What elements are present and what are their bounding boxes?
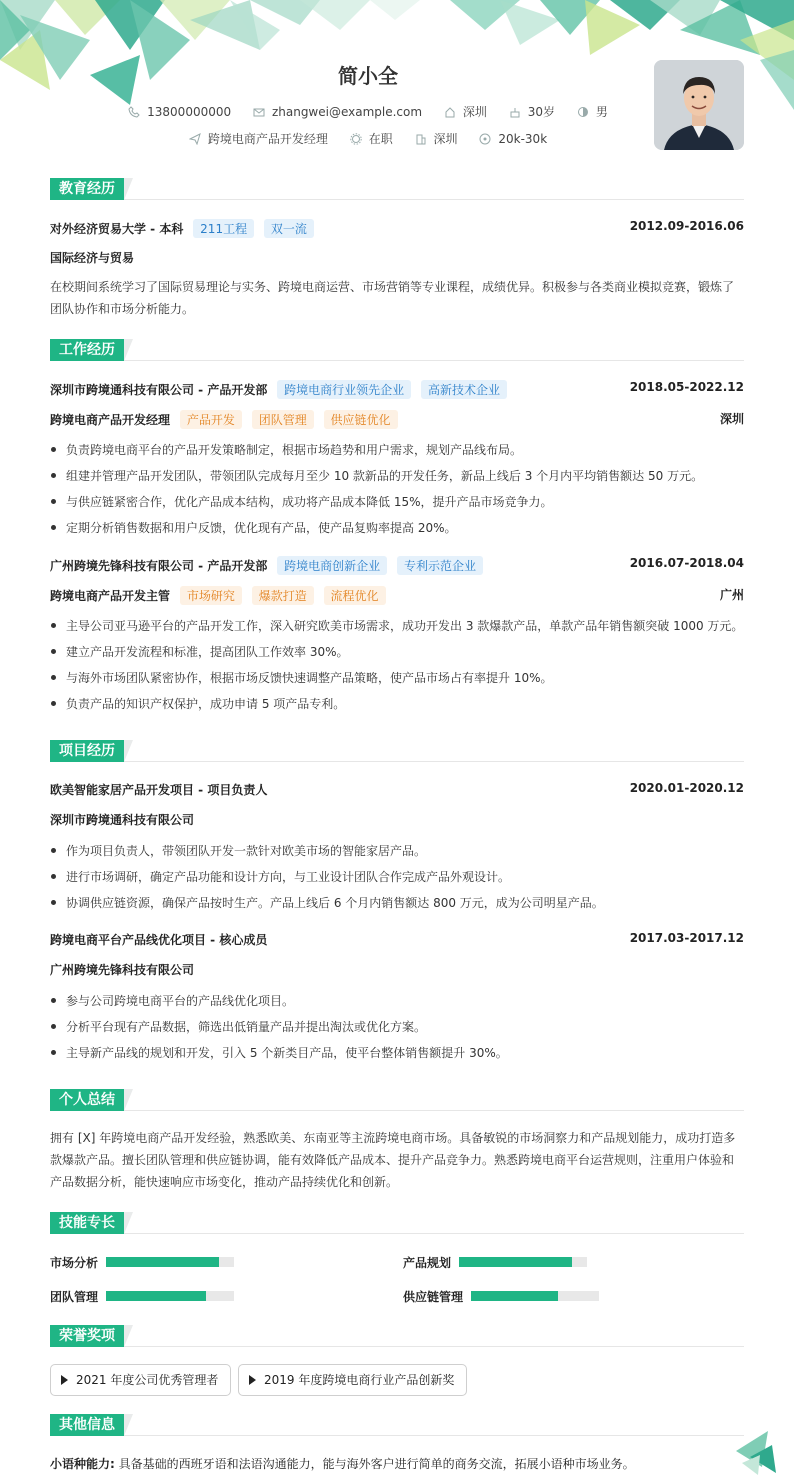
skills-grid — [50, 1254, 744, 1304]
skill-name: 供应链管理 — [403, 1290, 464, 1304]
work-bullet: 负责跨境电商平台的产品开发策略制定，根据市场趋势和用户需求，规划产品线布局。 — [50, 441, 522, 458]
phone-item — [128, 105, 231, 119]
skill-tag: 产品开发 — [180, 410, 242, 429]
work-bullet: 负责产品的知识产权保护，成功申请 5 项产品专利。 — [50, 695, 345, 712]
project-period: 2017.03-2017.12 — [629, 931, 744, 945]
work-city: 广州 — [719, 588, 744, 602]
other-info — [50, 1455, 744, 1472]
section-header — [50, 1089, 744, 1111]
target-position-text: 跨境电商产品开发经理 — [207, 132, 328, 146]
project-period: 2020.01-2020.12 — [629, 781, 744, 795]
work-bullet: 组建并管理产品开发团队，带领团队完成每月至少 10 款新品的开发任务，新品上线后 3 个月内平均销售额达 50 万元。 — [50, 467, 703, 484]
section-header — [50, 178, 744, 200]
play-icon — [249, 1375, 256, 1385]
section-title-awards: 荣誉奖项 — [50, 1325, 124, 1347]
project-company: 广州跨境先锋科技有限公司 — [50, 963, 195, 977]
company-name: 深圳市跨境通科技有限公司 - 产品开发部 — [50, 383, 268, 397]
award-chip — [50, 1364, 231, 1396]
section-title-education: 教育经历 — [50, 178, 124, 200]
work-period: 2016.07-2018.04 — [629, 556, 744, 570]
salary-item — [479, 132, 547, 146]
skill-bar — [459, 1257, 587, 1267]
gender-icon — [577, 106, 589, 118]
skill-bar — [106, 1291, 234, 1301]
section-header — [50, 339, 744, 361]
section-title-projects: 项目经历 — [50, 740, 124, 762]
education-major: 国际经济与贸易 — [50, 251, 135, 265]
skill-tag: 流程优化 — [324, 586, 386, 605]
award-label: 2021 年度公司优秀管理者 — [76, 1373, 219, 1387]
send-icon — [189, 133, 201, 145]
status-text: 在职 — [368, 132, 393, 146]
cake-icon — [509, 106, 521, 118]
education-period: 2012.09-2016.06 — [629, 219, 744, 233]
education-section — [50, 178, 744, 200]
email-item — [253, 105, 422, 119]
other-section — [50, 1414, 744, 1436]
target-city-item — [415, 130, 458, 147]
education-description — [50, 276, 744, 320]
play-icon — [61, 1375, 68, 1385]
section-header — [50, 740, 744, 762]
target-position-item — [189, 130, 328, 147]
summary-text — [50, 1127, 744, 1193]
work-bullet: 主导公司亚马逊平台的产品开发工作，深入研究欧美市场需求，成功开发出 3 款爆款产品，单款产品年销售额突破 1000 万元。 — [50, 617, 743, 634]
salary-text: 20k-30k — [498, 131, 548, 146]
skill-bar — [106, 1257, 234, 1267]
salary-icon — [479, 133, 491, 145]
job-title: 跨境电商产品开发主管 — [50, 589, 171, 603]
section-title-skills: 技能专长 — [50, 1212, 124, 1234]
skills-section — [50, 1212, 744, 1234]
skill-level-fill — [106, 1291, 206, 1301]
skill-tag: 市场研究 — [180, 586, 242, 605]
age-item — [509, 103, 555, 120]
work-bullet: 与供应链紧密合作，优化产品成本结构，成功将产品成本降低 15%，提升产品市场竞争力。 — [50, 493, 553, 510]
projects-section — [50, 740, 744, 762]
skill-name: 团队管理 — [50, 1290, 99, 1304]
status-icon — [350, 133, 362, 145]
company-tag: 高新技术企业 — [421, 380, 507, 399]
other-text: 具备基础的西班牙语和法语沟通能力，能与海外客户进行简单的商务交流，拓展小语种市场业务。 — [118, 1457, 635, 1471]
email-text: zhangwei@example.com — [271, 104, 423, 119]
summary-line: 款爆款产品。擅长团队管理和供应链协调，能有效降低产品成本、提升产品竞争力。熟悉跨境电商平台运营规则，注重用户体验和 — [50, 1153, 735, 1167]
other-label: 小语种能力: — [50, 1457, 115, 1471]
award-chip — [238, 1364, 467, 1396]
work-city: 深圳 — [719, 412, 744, 426]
home-icon — [444, 106, 456, 118]
skill-level-fill — [459, 1257, 572, 1267]
skill-tag: 爆款打造 — [252, 586, 314, 605]
skill-tag: 团队管理 — [252, 410, 314, 429]
summary-line: 拥有 [X] 年跨境电商产品开发经验，熟悉欧美、东南亚等主流跨境电商市场。具备敏锐的市场洞察力和产品规划能力，成功打造多 — [50, 1131, 736, 1145]
skill-name: 产品规划 — [403, 1256, 452, 1270]
award-label: 2019 年度跨境电商行业产品创新奖 — [264, 1373, 455, 1387]
footer-decoration — [732, 1427, 780, 1475]
candidate-name: 简小全 — [338, 64, 398, 88]
school-tag: 211工程 — [193, 219, 254, 238]
building-icon — [415, 133, 427, 145]
job-title: 跨境电商产品开发经理 — [50, 413, 171, 427]
work-bullet: 定期分析销售数据和用户反馈，优化现有产品，使产品复购率提高 20%。 — [50, 519, 457, 536]
company-tag: 专利示范企业 — [397, 556, 483, 575]
company-name: 广州跨境先锋科技有限公司 - 产品开发部 — [50, 559, 268, 573]
phone-icon — [128, 106, 140, 118]
school-tag: 双一流 — [264, 219, 314, 238]
avatar-photo — [654, 60, 744, 150]
company-tag: 跨境电商行业领先企业 — [277, 380, 411, 399]
skill-level-fill — [471, 1291, 558, 1301]
project-bullet: 作为项目负责人，带领团队开发一款针对欧美市场的智能家居产品。 — [50, 842, 426, 859]
skill-tag: 供应链优化 — [324, 410, 398, 429]
section-header — [50, 1414, 744, 1436]
project-bullet: 进行市场调研，确定产品功能和设计方向，与工业设计团队合作完成产品外观设计。 — [50, 868, 510, 885]
project-name: 欧美智能家居产品开发项目 - 项目负责人 — [50, 783, 268, 797]
awards-section — [50, 1325, 744, 1347]
summary-line: 产品数据分析，能快速响应市场变化，推动产品持续优化和创新。 — [50, 1175, 399, 1189]
section-header — [50, 1212, 744, 1234]
education-description-line: 团队协作和市场分析能力。 — [50, 302, 195, 316]
work-period: 2018.05-2022.12 — [629, 380, 744, 394]
project-bullet: 参与公司跨境电商平台的产品线优化项目。 — [50, 992, 294, 1009]
status-item — [350, 130, 393, 147]
project-bullet: 主导新产品线的规划和开发，引入 5 个新类目产品，使平台整体销售额提升 30%。 — [50, 1044, 508, 1061]
section-title-work: 工作经历 — [50, 339, 124, 361]
location-text: 深圳 — [462, 105, 487, 119]
work-bullet: 与海外市场团队紧密协作，根据市场反馈快速调整产品策略，使产品市场占有率提升 10%。 — [50, 669, 553, 686]
target-city-text: 深圳 — [433, 132, 458, 146]
gender-text: 男 — [595, 105, 608, 119]
work-section — [50, 339, 744, 361]
contact-row — [0, 103, 736, 121]
project-bullet: 协调供应链资源，确保产品按时生产。产品上线后 6 个月内销售额达 800 万元，成为公司明星产品。 — [50, 894, 604, 911]
location-item — [444, 103, 487, 120]
skill-name: 市场分析 — [50, 1256, 99, 1270]
project-bullet: 分析平台现有产品数据，筛选出低销量产品并提出淘汰或优化方案。 — [50, 1018, 426, 1035]
skill-bar — [471, 1291, 599, 1301]
skill-level-fill — [106, 1257, 219, 1267]
section-header — [50, 1325, 744, 1347]
section-title-summary: 个人总结 — [50, 1089, 124, 1111]
resume-header — [0, 0, 794, 170]
school-name: 对外经济贸易大学 - 本科 — [50, 222, 184, 236]
education-description-line: 在校期间系统学习了国际贸易理论与实务、跨境电商运营、市场营销等专业课程，成绩优异。积极参与各类商业模拟竞赛，锻炼了 — [50, 280, 735, 294]
avatar — [654, 60, 744, 150]
work-bullet: 建立产品开发流程和标准，提高团队工作效率 30%。 — [50, 643, 349, 660]
mail-icon — [253, 106, 265, 118]
gender-item — [577, 103, 608, 120]
company-tag: 跨境电商创新企业 — [277, 556, 387, 575]
project-company: 深圳市跨境通科技有限公司 — [50, 813, 195, 827]
age-text: 30岁 — [527, 105, 556, 119]
project-name: 跨境电商平台产品线优化项目 - 核心成员 — [50, 933, 268, 947]
job-intent-row — [0, 130, 736, 148]
summary-section — [50, 1089, 744, 1111]
phone-text: 13800000000 — [147, 104, 232, 119]
section-title-other: 其他信息 — [50, 1414, 124, 1436]
